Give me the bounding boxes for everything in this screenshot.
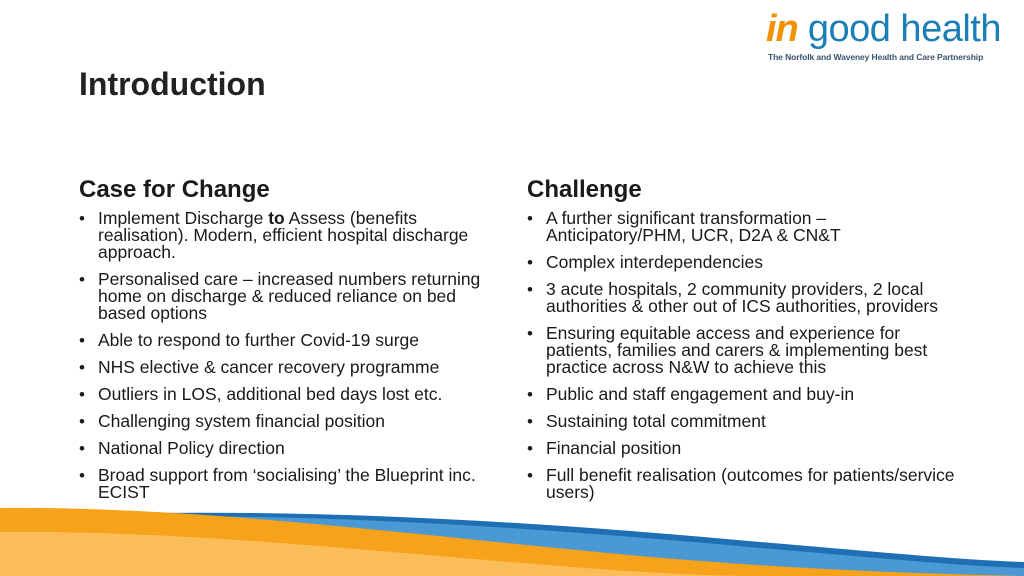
list-item <box>527 413 967 430</box>
list-item <box>527 325 967 376</box>
bullet-icon: • <box>79 466 85 485</box>
list-item-text: Able to respond to further Covid-19 surge <box>98 330 420 350</box>
bullet-icon: • <box>527 253 533 272</box>
list-item-text: Financial position <box>546 438 682 458</box>
bullet-icon: • <box>79 358 85 377</box>
list-item <box>79 386 499 403</box>
bullet-icon: • <box>527 466 533 485</box>
list-item <box>79 271 499 322</box>
case-for-change-list <box>79 210 499 501</box>
logo-wordmark <box>766 8 1001 58</box>
bullet-icon: • <box>79 385 85 404</box>
challenge-heading: Challenge <box>527 176 642 203</box>
bullet-icon: • <box>527 439 533 458</box>
list-item <box>79 210 499 261</box>
bullet-icon: • <box>79 331 85 350</box>
list-item-text-end: Assess (benefits realisation). Modern, efficient hospital discharge approach. <box>98 208 469 262</box>
challenge-list <box>527 210 967 501</box>
list-item-text: Personalised care – increased numbers returning home on discharge & reduced reliance on bed based options <box>98 269 481 323</box>
bullet-icon: • <box>79 209 85 228</box>
list-item-text: Challenging system financial position <box>98 411 385 431</box>
list-item-text: Sustaining total commitment <box>546 411 766 431</box>
logo-good-health-text: good health <box>797 8 1001 50</box>
list-item-text-start: Implement Discharge <box>98 208 269 228</box>
challenge-column <box>527 176 967 511</box>
list-item <box>527 254 967 271</box>
bullet-icon: • <box>527 280 533 299</box>
bullet-icon: • <box>79 412 85 431</box>
list-item-text: Full benefit realisation (outcomes for patients/service users) <box>546 465 955 502</box>
bullet-icon: • <box>527 324 533 343</box>
list-item-text: Broad support from ‘socialising’ the Blueprint inc. ECIST <box>98 465 476 502</box>
decorative-wave-footer <box>0 490 1024 576</box>
list-item <box>79 332 499 349</box>
list-item <box>527 440 967 457</box>
list-item <box>79 440 499 457</box>
list-item <box>79 413 499 430</box>
case-for-change-heading: Case for Change <box>79 176 270 203</box>
list-item-text: Outliers in LOS, additional bed days lost etc. <box>98 384 443 404</box>
bullet-icon: • <box>527 209 533 228</box>
list-item-text: National Policy direction <box>98 438 285 458</box>
bullet-icon: • <box>527 385 533 404</box>
list-item <box>527 281 967 315</box>
bullet-icon: • <box>79 270 85 289</box>
list-item <box>527 386 967 403</box>
logo-in-text: in <box>766 8 798 50</box>
bullet-icon: • <box>527 412 533 431</box>
list-item-text: Public and staff engagement and buy-in <box>546 384 855 404</box>
bullet-icon: • <box>79 439 85 458</box>
list-item-text: Ensuring equitable access and experience for patients, families and carers & implementing best practice across N&W to achieve this <box>546 323 928 377</box>
list-item-bold-text: to <box>268 208 285 228</box>
list-item-text: NHS elective & cancer recovery programme <box>98 357 440 377</box>
list-item-text: A further significant transformation – Anticipatory/PHM, UCR, D2A & CN&T <box>546 208 841 245</box>
slide-title: Introduction <box>79 66 266 102</box>
list-item-text: Complex interdependencies <box>546 252 763 272</box>
list-item <box>79 359 499 376</box>
list-item <box>527 210 967 244</box>
in-good-health-logo <box>766 8 1012 64</box>
list-item-text: 3 acute hospitals, 2 community providers, 2 local authorities & other out of ICS authorities, providers <box>546 279 939 316</box>
logo-subtitle: The Norfolk and Waveney Health and Care Partnership <box>768 52 984 62</box>
case-for-change-column <box>79 176 499 511</box>
